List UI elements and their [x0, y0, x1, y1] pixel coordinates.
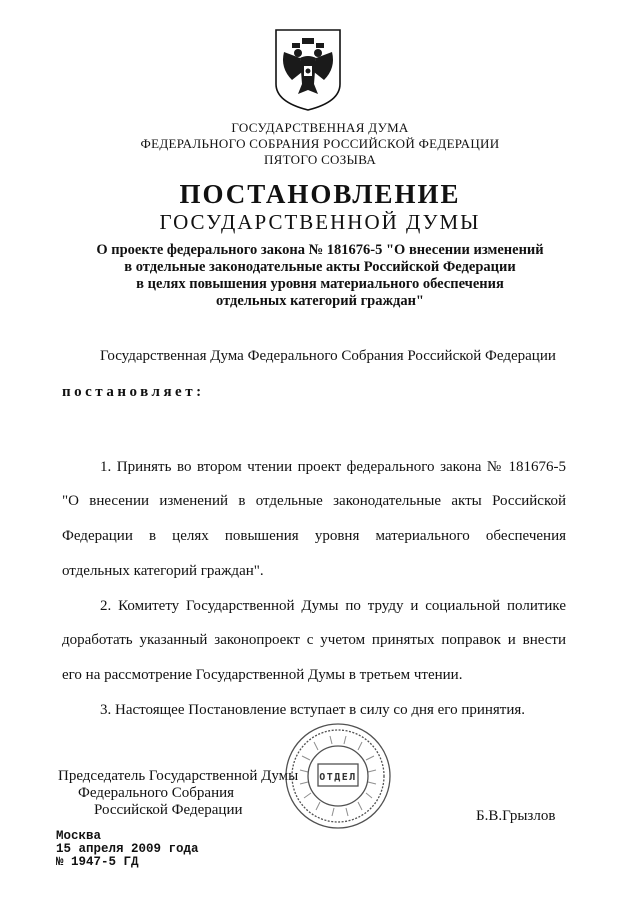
document-type-subtitle: ГОСУДАРСТВЕННОЙ ДУМЫ: [159, 210, 481, 234]
double-headed-eagle-icon: [272, 28, 344, 112]
org-line-3: ПЯТОГО СОЗЫВА: [263, 152, 377, 167]
subject-line-1: О проекте федерального закона № 181676-5 "О внесении изменений: [96, 242, 544, 258]
footer-number: № 1947-5 ГД: [56, 855, 139, 869]
footer-city: Москва: [56, 829, 102, 843]
item-1-line-1: 1. Принять во втором чтении проект федерального закона № 181676-5: [100, 459, 566, 475]
signatory-line-3: Российской Федерации: [94, 802, 243, 818]
item-1-line-3: Федерации в целях повышения уровня материального обеспечения: [62, 528, 566, 544]
official-stamp: [282, 720, 394, 832]
signatory-name: Б.В.Грызлов: [476, 808, 556, 824]
organization-header: [0, 120, 640, 168]
item-2-line-2: доработать указанный законопроект с учетом принятых поправок и внести: [62, 632, 566, 648]
item-1-line-4: отдельных категорий граждан".: [62, 563, 264, 579]
decrees-heading: постановляет:: [62, 384, 205, 400]
footer-date: 15 апреля 2009 года: [56, 842, 199, 856]
item-1-line-2: "О внесении изменений в отдельные законодательные акты Российской: [62, 493, 566, 509]
signatory-title: [58, 768, 298, 819]
signatory-line-1: Председатель Государственной Думы: [58, 768, 299, 784]
item-2-line-1: 2. Комитету Государственной Думы по труду и социальной политике: [100, 598, 566, 614]
document-subject: [0, 242, 640, 310]
item-2-line-3: его на рассмотрение Государственной Думы в третьем чтении.: [62, 667, 463, 683]
document-type-title: ПОСТАНОВЛЕНИЕ: [179, 179, 461, 209]
item-3-line-1: 3. Настоящее Постановление вступает в силу со дня его принятия.: [100, 702, 526, 718]
subject-line-4: отдельных категорий граждан": [216, 293, 424, 309]
document-footer: [56, 830, 199, 869]
org-line-1: ГОСУДАРСТВЕННАЯ ДУМА: [231, 120, 409, 135]
subject-line-2: в отдельные законодательные акты Российской Федерации: [124, 259, 516, 275]
signatory-line-2: Федерального Собрания: [78, 785, 235, 801]
org-line-2: ФЕДЕРАЛЬНОГО СОБРАНИЯ РОССИЙСКОЙ ФЕДЕРАЦИИ: [140, 136, 500, 151]
subject-line-3: в целях повышения уровня материального обеспечения: [136, 276, 504, 292]
stamp-center-text: ОТДЕЛ: [319, 772, 357, 783]
preamble-text: Государственная Дума Федерального Собрания Российской Федерации: [100, 348, 556, 364]
